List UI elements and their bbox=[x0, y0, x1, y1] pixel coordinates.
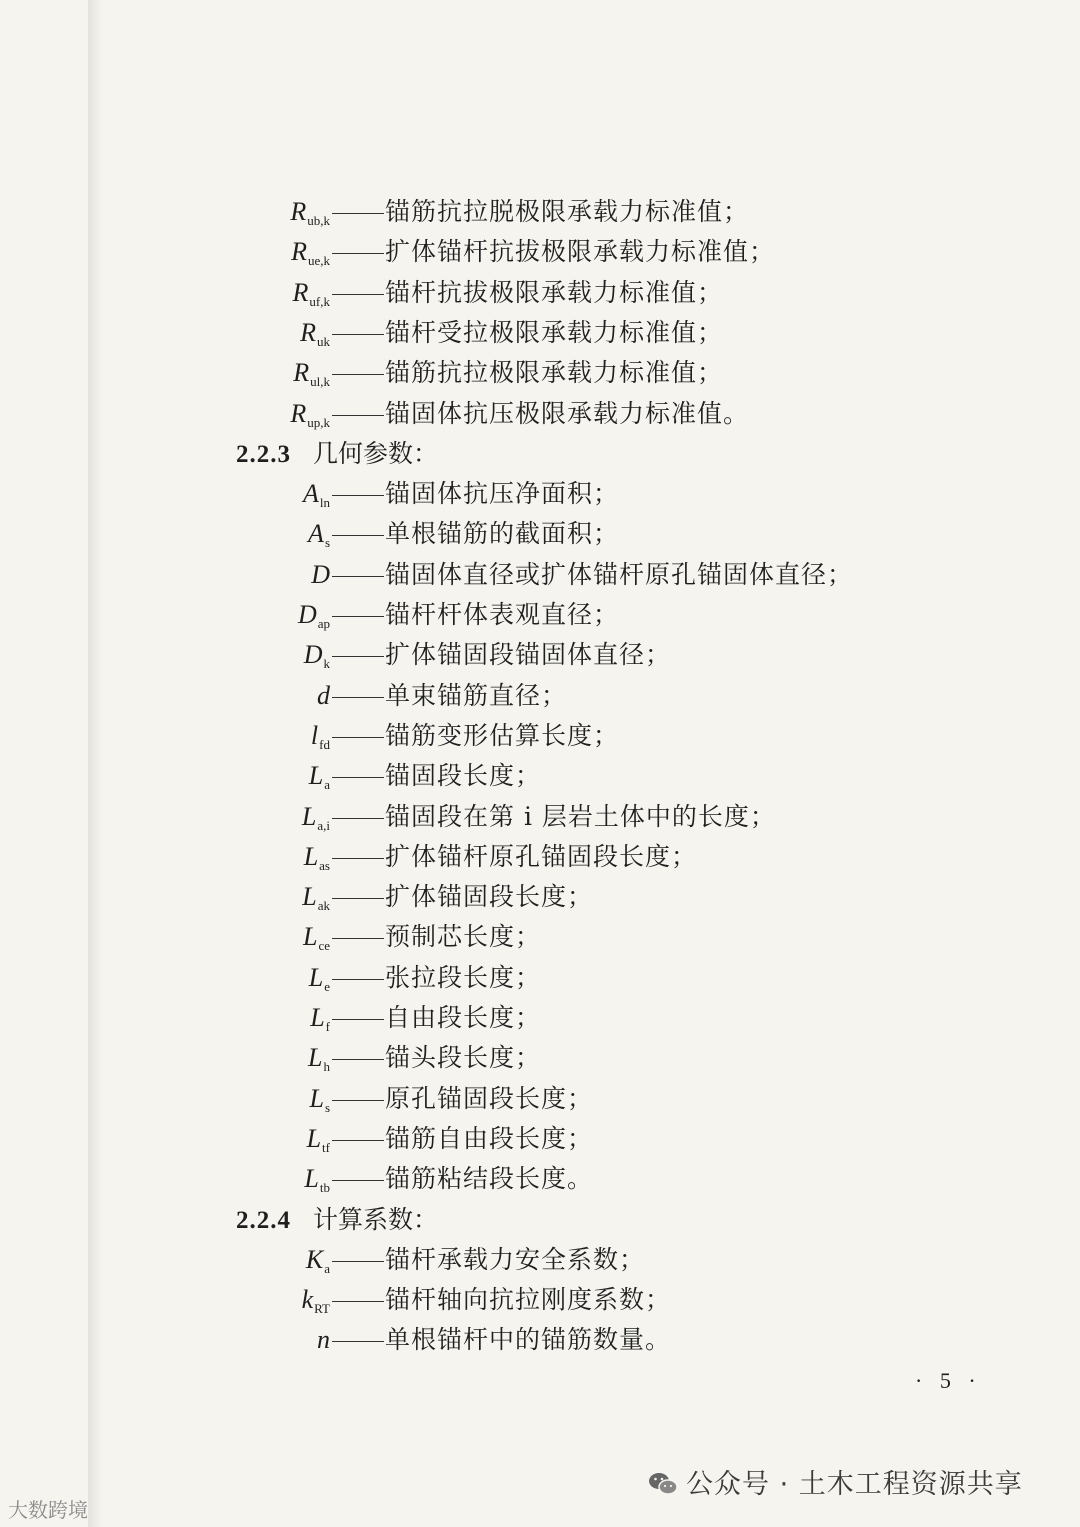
symbol-definition bbox=[230, 1079, 593, 1119]
symbol-definition bbox=[230, 837, 697, 877]
em-dash bbox=[332, 1180, 384, 1181]
watermark-left: 大数跨境 bbox=[8, 1498, 88, 1522]
em-dash bbox=[332, 858, 384, 859]
symbol-subscript: as bbox=[319, 857, 330, 873]
symbol-letter: L bbox=[302, 882, 317, 912]
em-dash bbox=[332, 415, 384, 416]
symbol-subscript: fd bbox=[319, 736, 330, 752]
em-dash bbox=[332, 656, 384, 657]
wechat-icon bbox=[648, 1471, 678, 1497]
symbol-subscript: up,k bbox=[307, 414, 330, 430]
symbol-description: 单束锚筋直径； bbox=[385, 680, 568, 710]
symbol-subscript: tf bbox=[322, 1139, 330, 1155]
symbol-description: 锚筋粘结段长度。 bbox=[385, 1164, 594, 1194]
symbol bbox=[230, 555, 330, 595]
em-dash bbox=[332, 294, 384, 295]
symbol-description: 自由段长度； bbox=[385, 1003, 542, 1032]
symbol-definition bbox=[230, 635, 671, 675]
symbol-subscript: ap bbox=[317, 616, 330, 631]
symbol-definition bbox=[230, 676, 567, 716]
symbol-definition bbox=[230, 232, 775, 272]
symbol-description: 锚杆杆体表观直径； bbox=[385, 600, 620, 629]
em-dash bbox=[332, 1140, 384, 1141]
symbol-description: 锚头段长度； bbox=[385, 1043, 542, 1073]
em-dash bbox=[332, 374, 384, 375]
symbol-letter: D bbox=[311, 559, 330, 589]
symbol-description: 锚杆抗拔极限承载力标准值； bbox=[385, 277, 724, 307]
symbol-description: 扩体锚杆抗拔极限承载力标准值； bbox=[385, 237, 776, 267]
symbol-definition bbox=[230, 1119, 593, 1159]
symbol-letter: L bbox=[309, 1083, 324, 1113]
symbol-letter: L bbox=[308, 761, 324, 791]
symbol-description: 锚固段长度； bbox=[385, 761, 542, 791]
symbol-letter: L bbox=[310, 1003, 325, 1032]
symbol-definition bbox=[230, 474, 619, 514]
symbol-subscript: h bbox=[323, 1059, 330, 1075]
em-dash bbox=[332, 1019, 384, 1020]
symbol-subscript: ul,k bbox=[310, 374, 330, 390]
em-dash bbox=[332, 737, 384, 738]
symbol-description: 锚杆承载力安全系数； bbox=[385, 1244, 646, 1274]
symbol-letter: d bbox=[317, 680, 330, 710]
symbol-letter: R bbox=[293, 358, 310, 388]
section-heading bbox=[236, 434, 438, 474]
em-dash bbox=[332, 495, 384, 496]
symbol-definition bbox=[230, 313, 723, 353]
page-edge-shadow bbox=[88, 0, 102, 1527]
symbol-letter: L bbox=[302, 922, 318, 952]
symbol-letter: A bbox=[308, 519, 324, 549]
symbol-letter: R bbox=[290, 398, 307, 428]
symbol-description: 扩体锚固段锚固体直径； bbox=[385, 640, 672, 670]
em-dash bbox=[332, 938, 384, 939]
section-number: 2.2.4 bbox=[236, 1206, 291, 1234]
symbol-definition bbox=[230, 756, 541, 796]
symbol-description: 单根锚杆中的锚筋数量。 bbox=[385, 1325, 672, 1355]
symbol-subscript: uk bbox=[317, 333, 330, 349]
symbol-letter: D bbox=[303, 640, 323, 670]
symbol-definition bbox=[230, 394, 749, 434]
symbol-definition bbox=[230, 273, 723, 313]
symbol-letter: L bbox=[301, 801, 317, 831]
symbol-letter: D bbox=[297, 600, 317, 629]
em-dash bbox=[332, 616, 384, 617]
section-title: 计算系数： bbox=[313, 1204, 439, 1234]
symbol-description: 扩体锚杆原孔锚固段长度； bbox=[385, 841, 698, 871]
page-number: · 5 · bbox=[915, 1368, 982, 1393]
symbol-description: 预制芯长度； bbox=[385, 922, 542, 952]
symbol-subscript: ub,k bbox=[307, 213, 330, 228]
watermark-text: 公众号 · 土木工程资源共享 bbox=[686, 1469, 1023, 1500]
symbol-definition bbox=[230, 1038, 541, 1078]
symbol-subscript: ue,k bbox=[307, 253, 330, 269]
symbol-subscript: RT bbox=[314, 1301, 330, 1317]
em-dash bbox=[332, 898, 384, 899]
symbol-subscript: ak bbox=[317, 898, 330, 914]
symbol-letter: n bbox=[317, 1325, 330, 1355]
symbol-definition bbox=[230, 797, 776, 837]
symbol-definition bbox=[230, 1159, 593, 1199]
symbol-letter: L bbox=[303, 841, 319, 871]
em-dash bbox=[332, 213, 384, 214]
symbol-description: 锚固体抗压净面积； bbox=[385, 479, 620, 509]
em-dash bbox=[332, 1100, 384, 1101]
symbol-letter: K bbox=[305, 1244, 324, 1274]
em-dash bbox=[332, 777, 384, 778]
em-dash bbox=[332, 1261, 384, 1262]
symbol-letter: R bbox=[290, 197, 307, 226]
symbol-description: 原孔锚固段长度； bbox=[385, 1083, 594, 1113]
section-number: 2.2.3 bbox=[236, 440, 291, 468]
em-dash bbox=[332, 535, 384, 536]
symbol-definition bbox=[230, 1280, 671, 1320]
symbol-description: 单根锚筋的截面积； bbox=[385, 519, 620, 549]
symbol-description: 张拉段长度； bbox=[385, 962, 542, 992]
symbol-definition bbox=[230, 1320, 671, 1360]
symbol-letter: L bbox=[306, 1123, 322, 1153]
em-dash bbox=[332, 979, 384, 980]
symbol-definition bbox=[230, 353, 723, 393]
section-title: 几何参数： bbox=[313, 438, 439, 468]
symbol-description: 锚筋自由段长度； bbox=[385, 1123, 594, 1153]
symbol-description: 锚筋变形估算长度； bbox=[385, 720, 620, 750]
symbol-subscript: a bbox=[324, 777, 330, 793]
symbol-description: 锚固体直径或扩体锚杆原孔锚固体直径； bbox=[385, 559, 854, 589]
symbol-definition bbox=[230, 555, 853, 595]
symbol-subscript: s bbox=[324, 1099, 330, 1115]
symbol-description: 锚筋抗拉脱极限承载力标准值； bbox=[385, 197, 750, 226]
em-dash bbox=[332, 334, 384, 335]
symbol-definition bbox=[230, 998, 541, 1038]
symbol-description: 锚固段在第 i 层岩土体中的长度； bbox=[385, 801, 776, 831]
em-dash bbox=[332, 253, 384, 254]
symbol-subscript: ce bbox=[318, 938, 330, 954]
symbol-letter: R bbox=[292, 277, 309, 307]
symbol bbox=[230, 676, 330, 716]
symbol-description: 锚固体抗压极限承载力标准值。 bbox=[385, 398, 750, 428]
symbol-description: 锚杆受拉极限承载力标准值； bbox=[385, 317, 724, 347]
symbol-letter: L bbox=[308, 962, 324, 992]
symbol-letter: R bbox=[291, 237, 307, 267]
em-dash bbox=[332, 1059, 384, 1060]
symbol-description: 锚杆轴向抗拉刚度系数； bbox=[385, 1285, 672, 1315]
symbol-description: 扩体锚固段长度； bbox=[385, 882, 594, 912]
symbol-letter: l bbox=[310, 720, 319, 750]
em-dash bbox=[332, 1301, 384, 1302]
symbol-letter: L bbox=[308, 1043, 323, 1073]
symbol-subscript: a bbox=[324, 1260, 330, 1276]
symbol-definition bbox=[230, 595, 619, 635]
symbol-subscript: a,i bbox=[317, 817, 330, 833]
symbol-letter: k bbox=[301, 1285, 314, 1315]
symbol-subscript: e bbox=[324, 978, 330, 994]
symbol-description: 锚筋抗拉极限承载力标准值； bbox=[385, 358, 724, 388]
symbol bbox=[230, 1320, 330, 1360]
symbol-definition bbox=[230, 958, 541, 998]
symbol-letter: L bbox=[304, 1164, 319, 1194]
watermark-wechat bbox=[648, 1462, 1023, 1501]
symbol-subscript: f bbox=[325, 1019, 330, 1034]
symbol-letter: A bbox=[302, 479, 319, 509]
symbol-definition bbox=[230, 514, 619, 554]
symbol-definition bbox=[230, 192, 749, 232]
symbol-definition bbox=[230, 877, 593, 917]
symbol-subscript: tb bbox=[319, 1180, 330, 1196]
em-dash bbox=[332, 576, 384, 577]
symbol-letter: R bbox=[300, 317, 316, 347]
em-dash bbox=[332, 1341, 384, 1342]
symbol-subscript: s bbox=[324, 535, 330, 551]
em-dash bbox=[332, 697, 384, 698]
symbol-subscript: k bbox=[323, 656, 330, 672]
symbol-definition bbox=[230, 716, 619, 756]
symbol-definition bbox=[230, 917, 541, 957]
symbol-definition bbox=[230, 1240, 645, 1280]
section-heading bbox=[236, 1200, 438, 1240]
symbol-subscript: uf,k bbox=[309, 293, 330, 309]
em-dash bbox=[332, 818, 384, 819]
symbol-subscript: ln bbox=[319, 495, 330, 511]
